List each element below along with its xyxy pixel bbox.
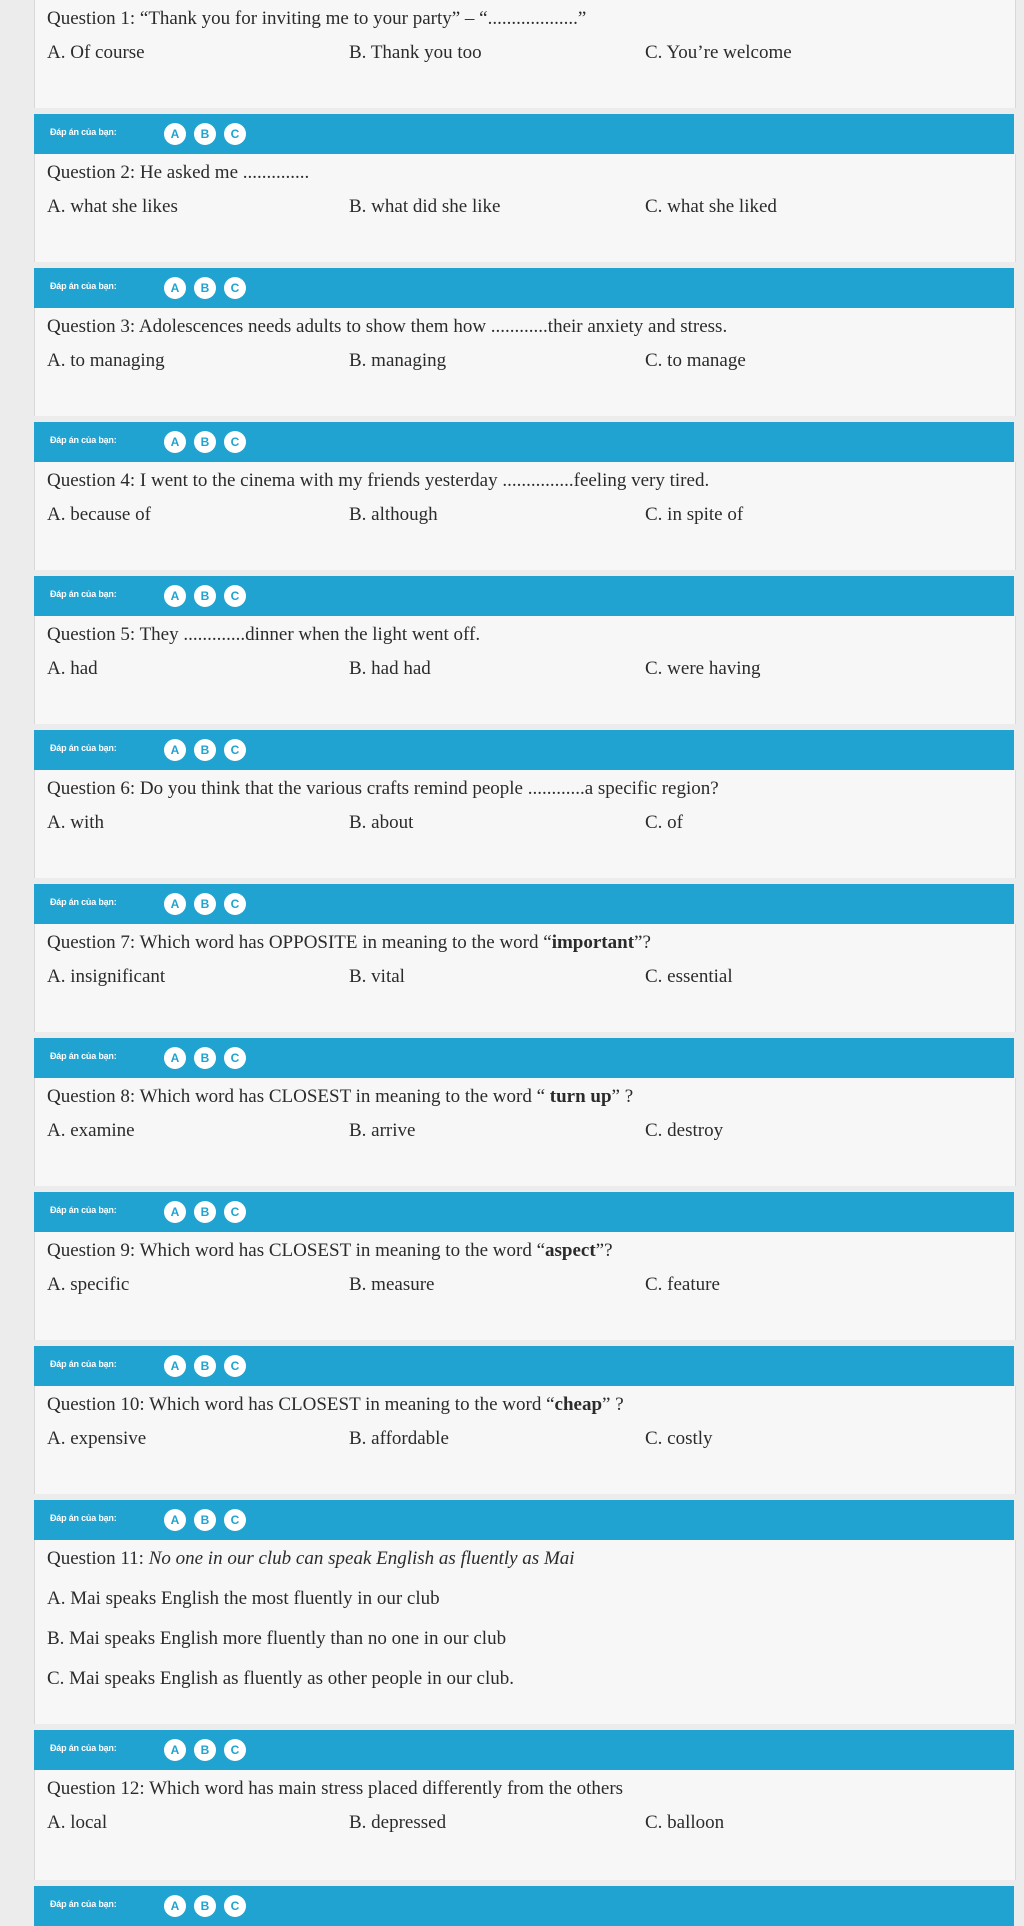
option-c[interactable]: C. feature [645,1274,720,1295]
option-a[interactable]: A. had [47,658,98,679]
answer-choice-a-button[interactable]: A [164,1355,186,1377]
question-10 [34,1386,1016,1494]
option-b[interactable]: B. measure [349,1274,435,1295]
option-c[interactable]: C. what she liked [645,196,777,217]
answer-choice-a-button[interactable]: A [164,277,186,299]
answer-choice-b-button[interactable]: B [194,893,216,915]
answer-bar [34,1500,1014,1540]
question-text [47,1778,623,1800]
option-a[interactable]: A. expensive [47,1428,147,1449]
question-number: Question 10: [47,1394,145,1415]
option-b[interactable]: B. about [349,812,414,833]
option-a[interactable]: A. specific [47,1274,130,1295]
question-2 [34,154,1016,262]
answer-choice-c-button[interactable]: C [224,585,246,607]
option-a[interactable]: A. Mai speaks English the most fluently in our club [47,1588,440,1609]
answer-choice-a-button[interactable]: A [164,739,186,761]
question-text [47,778,719,800]
question-11 [34,1540,1016,1724]
keyword: important [551,932,635,953]
option-b[interactable]: B. managing [349,350,447,371]
answer-choice-b-button[interactable]: B [194,1047,216,1069]
option-c[interactable]: C. in spite of [645,504,744,525]
question-12 [34,1770,1016,1880]
question-1 [34,0,1016,108]
answer-choice-b-button[interactable]: B [194,1895,216,1917]
option-c[interactable]: C. of [645,812,683,833]
answer-bar [34,730,1014,770]
question-number: Question 9: [47,1240,136,1261]
option-c[interactable]: C. to manage [645,350,746,371]
answer-bar [34,1886,1014,1926]
answer-choice-c-button[interactable]: C [224,1355,246,1377]
answer-choice-a-button[interactable]: A [164,1047,186,1069]
option-a[interactable]: A. to managing [47,350,165,371]
keyword: aspect [545,1240,596,1261]
answer-choice-a-button[interactable]: A [164,123,186,145]
question-5 [34,616,1016,724]
answer-choice-a-button[interactable]: A [164,585,186,607]
question-prompt-end: ” ? [611,1086,634,1107]
question-prompt: Which word has CLOSEST in meaning to the word “ [139,1086,550,1107]
option-a[interactable]: A. because of [47,504,151,525]
question-prompt: I went to the cinema with my friends yesterday ...............feeling very tired. [139,470,710,491]
answer-bar [34,1192,1014,1232]
answer-label: Đáp án của bạn: [50,1205,117,1215]
answer-label: Đáp án của bạn: [50,1513,117,1523]
option-c[interactable]: C. balloon [645,1812,725,1833]
answer-choice-c-button[interactable]: C [224,277,246,299]
option-a[interactable]: A. Of course [47,42,145,63]
question-3 [34,308,1016,416]
question-text [47,1240,613,1262]
question-number: Question 4: [47,470,136,491]
option-c[interactable]: C. Mai speaks English as fluently as other people in our club. [47,1668,514,1689]
question-8 [34,1078,1016,1186]
keyword: cheap [554,1394,603,1415]
answer-choice-b-button[interactable]: B [194,1739,216,1761]
answer-bar [34,1346,1014,1386]
answer-label: Đáp án của bạn: [50,743,117,753]
answer-choice-c-button[interactable]: C [224,1047,246,1069]
option-b[interactable]: B. although [349,504,438,525]
answer-label: Đáp án của bạn: [50,281,117,291]
answer-choice-b-button[interactable]: B [194,585,216,607]
answer-bar [34,884,1014,924]
keyword: turn up [549,1086,612,1107]
question-prompt-end: ”? [595,1240,613,1261]
answer-choice-b-button[interactable]: B [194,1201,216,1223]
answer-label: Đáp án của bạn: [50,1899,117,1909]
question-prompt-end: ”? [634,932,651,953]
option-a[interactable]: A. what she likes [47,196,178,217]
question-prompt-italic: No one in our club can speak English as fluently as Mai [148,1548,575,1569]
question-prompt: Which word has main stress placed differently from the others [149,1778,624,1799]
answer-choice-c-button[interactable]: C [224,431,246,453]
question-prompt: Which word has CLOSEST in meaning to the word “ [149,1394,555,1415]
option-a[interactable]: A. with [47,812,104,833]
question-number: Question 11: [47,1548,144,1569]
answer-bar [34,1730,1014,1770]
option-c[interactable]: C. were having [645,658,761,679]
question-text [47,932,651,954]
answer-bar [34,114,1014,154]
question-text [47,624,480,646]
option-a[interactable]: A. insignificant [47,966,166,987]
answer-choice-c-button[interactable]: C [224,1201,246,1223]
option-b[interactable]: B. affordable [349,1428,449,1449]
option-b[interactable]: B. arrive [349,1120,416,1141]
answer-choice-c-button[interactable]: C [224,1895,246,1917]
question-text [47,1548,575,1570]
question-number: Question 3: [47,316,136,337]
option-b[interactable]: B. vital [349,966,405,987]
answer-label: Đáp án của bạn: [50,897,117,907]
question-prompt: Adolescences needs adults to show them how ............their anxiety and stress. [138,316,728,337]
option-a[interactable]: A. examine [47,1120,135,1141]
answer-choice-b-button[interactable]: B [194,1509,216,1531]
answer-choice-c-button[interactable]: C [224,1509,246,1531]
question-number: Question 2: [47,162,136,183]
answer-bar [34,576,1014,616]
question-number: Question 7: [47,932,136,953]
option-a[interactable]: A. local [47,1812,108,1833]
question-prompt: Which word has CLOSEST in meaning to the word “ [139,1240,546,1261]
question-text [47,1086,633,1108]
option-b[interactable]: B. Mai speaks English more fluently than no one in our club [47,1628,507,1649]
answer-label: Đáp án của bạn: [50,1743,117,1753]
question-prompt: Which word has OPPOSITE in meaning to the word “ [139,932,552,953]
option-b[interactable]: B. Thank you too [349,42,482,63]
answer-label: Đáp án của bạn: [50,1051,117,1061]
question-7 [34,924,1016,1032]
answer-choice-b-button[interactable]: B [194,123,216,145]
answer-choice-b-button[interactable]: B [194,1355,216,1377]
option-b[interactable]: B. had had [349,658,431,679]
question-6 [34,770,1016,878]
answer-choice-a-button[interactable]: A [164,431,186,453]
answer-choice-c-button[interactable]: C [224,1739,246,1761]
answer-label: Đáp án của bạn: [50,589,117,599]
answer-choice-a-button[interactable]: A [164,1201,186,1223]
option-c[interactable]: C. You’re welcome [645,42,792,63]
answer-choice-a-button[interactable]: A [164,1739,186,1761]
question-prompt: “Thank you for inviting me to your party” – “...................” [139,8,587,29]
answer-bar [34,422,1014,462]
question-number: Question 12: [47,1778,145,1799]
answer-choice-c-button[interactable]: C [224,739,246,761]
answer-choice-b-button[interactable]: B [194,277,216,299]
question-text [47,8,586,30]
answer-choice-a-button[interactable]: A [164,893,186,915]
question-9 [34,1232,1016,1340]
option-b[interactable]: B. depressed [349,1812,447,1833]
question-text [47,470,709,492]
question-number: Question 6: [47,778,136,799]
answer-label: Đáp án của bạn: [50,435,117,445]
question-4 [34,462,1016,570]
option-c[interactable]: C. destroy [645,1120,724,1141]
answer-choice-c-button[interactable]: C [224,893,246,915]
answer-label: Đáp án của bạn: [50,127,117,137]
answer-choice-a-button[interactable]: A [164,1509,186,1531]
question-prompt-end: ” ? [602,1394,624,1415]
question-number: Question 1: [47,8,136,29]
option-c[interactable]: C. essential [645,966,733,987]
question-number: Question 5: [47,624,136,645]
answer-bar [34,268,1014,308]
option-b[interactable]: B. what did she like [349,196,501,217]
question-number: Question 8: [47,1086,136,1107]
answer-choice-b-button[interactable]: B [194,431,216,453]
answer-bar [34,1038,1014,1078]
option-c[interactable]: C. costly [645,1428,713,1449]
question-text [47,316,727,338]
question-text [47,1394,624,1416]
answer-choice-c-button[interactable]: C [224,123,246,145]
question-prompt: Do you think that the various crafts remind people ............a specific region? [139,778,719,799]
answer-choice-a-button[interactable]: A [164,1895,186,1917]
answer-label: Đáp án của bạn: [50,1359,117,1369]
answer-choice-b-button[interactable]: B [194,739,216,761]
question-prompt: They .............dinner when the light went off. [139,624,481,645]
question-prompt: He asked me .............. [139,162,310,183]
question-text [47,162,309,184]
